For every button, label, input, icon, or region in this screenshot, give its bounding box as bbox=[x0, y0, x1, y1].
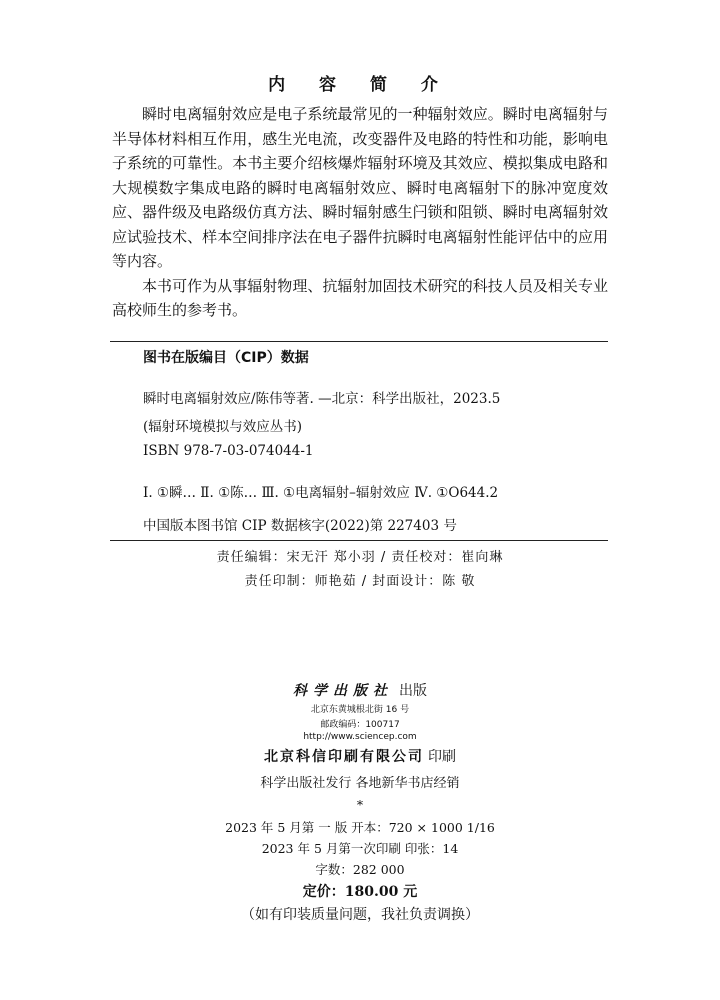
intro-text bbox=[112, 102, 608, 323]
printer-name: 北京科信印刷有限公司 bbox=[264, 749, 424, 765]
word-count: 字数：282 000 bbox=[315, 862, 405, 877]
editors-line-1: 责任编辑：宋无汗 郑小羽 / 责任校对：崔向琳 bbox=[216, 550, 504, 565]
quality-notice: （如有印装质量问题，我社负责调换） bbox=[241, 907, 479, 923]
printing-line: 2023 年 5 月第一次印刷 印张：14 bbox=[261, 841, 459, 856]
cip-isbn: ISBN 978-7-03-074044-1 bbox=[143, 443, 314, 459]
separator-asterisk: * bbox=[356, 797, 364, 812]
intro-paragraph-1: 瞬时电离辐射效应是电子系统最常见的一种辐射效应。瞬时电离辐射与半导体材料相互作用，感生光电流，改变器件及电路的特性和功能，影响电子系统的可靠性。本书主要介绍核爆炸辐射环境及其效应、模拟集成电路和大规模数字集成电路的瞬时电离辐射效应、瞬时电离辐射下的脉冲宽度效应、器件级及电路级仿真方法、瞬时辐射感生闩锁和阻锁、瞬时电离辐射效应试验技术、样本空间排序法在电子器件抗瞬时电离辐射性能评估中的应用等内容。 bbox=[112, 105, 608, 270]
cip-classification: Ⅰ. ①瞬… Ⅱ. ①陈… Ⅲ. ①电离辐射–辐射效应 Ⅳ. ①O644.2 bbox=[143, 485, 499, 501]
publisher-website: http://www.sciencep.com bbox=[303, 732, 417, 742]
publisher-address: 北京东黄城根北街 16 号 bbox=[310, 705, 410, 715]
publisher-postcode: 邮政编码：100717 bbox=[320, 720, 400, 730]
page-title: 内 容 简 介 bbox=[268, 75, 452, 95]
cip-series-line: (辐射环境模拟与效应丛书) bbox=[143, 419, 303, 435]
cip-heading: 图书在版编目（CIP）数据 bbox=[143, 350, 309, 366]
publisher-suffix: 出版 bbox=[399, 683, 427, 699]
edition-line: 2023 年 5 月第 一 版 开本：720 × 1000 1/16 bbox=[225, 820, 495, 835]
price: 定价：180.00 元 bbox=[302, 884, 418, 900]
printer-line bbox=[0, 746, 720, 766]
publisher-name: 科学出版社 bbox=[293, 683, 393, 699]
printer-suffix: 印刷 bbox=[428, 749, 456, 765]
cip-record-number: 中国版本图书馆 CIP 数据核字(2022)第 227403 号 bbox=[143, 518, 457, 534]
cip-title-line: 瞬时电离辐射效应/陈伟等著. —北京：科学出版社，2023.5 bbox=[143, 391, 501, 407]
intro-paragraph-2: 本书可作为从事辐射物理、抗辐射加固技术研究的科技人员及相关专业高校师生的参考书。 bbox=[112, 276, 608, 319]
cip-bottom-rule bbox=[110, 540, 608, 541]
cip-top-rule bbox=[110, 341, 608, 342]
distribution-line: 科学出版社发行 各地新华书店经销 bbox=[260, 776, 460, 791]
publisher-line bbox=[0, 680, 720, 700]
editors-line-2: 责任印制：师艳茹 / 封面设计：陈 敬 bbox=[244, 574, 476, 589]
